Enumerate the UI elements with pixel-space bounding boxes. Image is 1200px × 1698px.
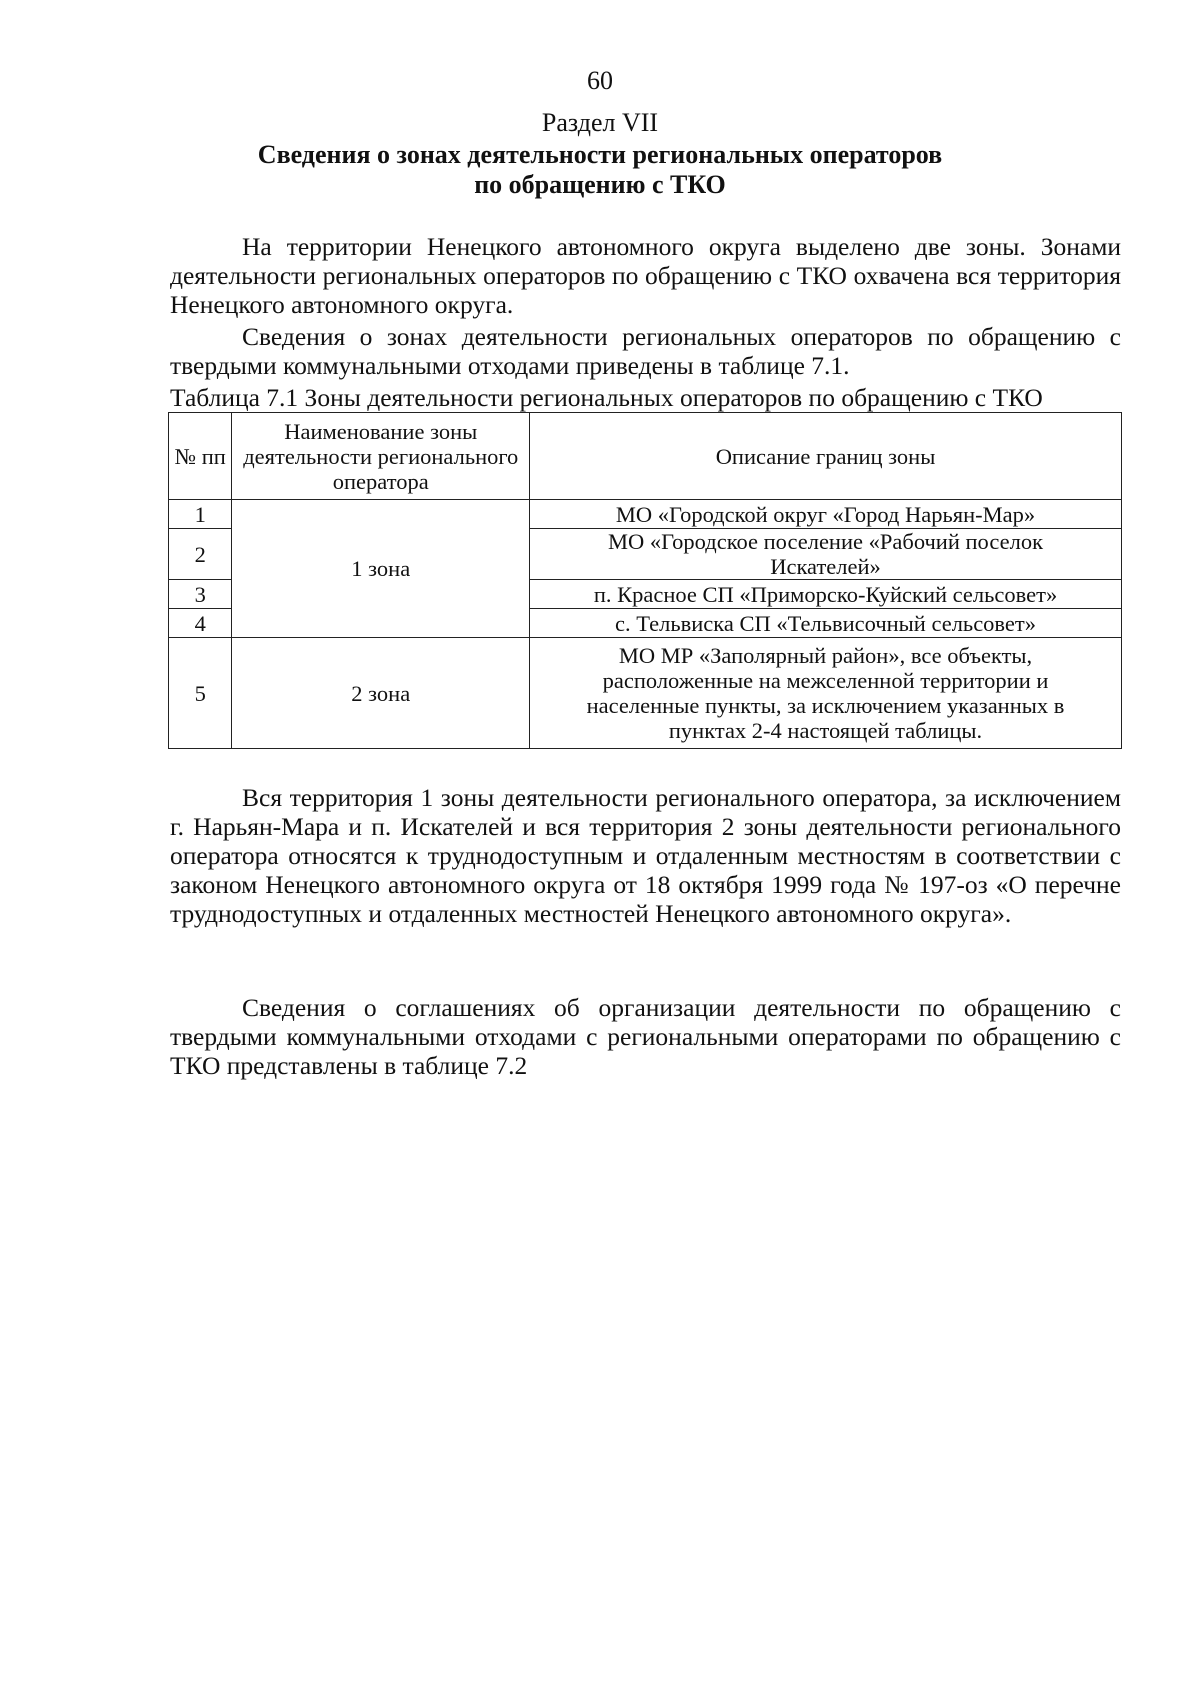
intro-paragraph: На территории Ненецкого автономного округа выделено две зоны. Зонами деятельности региональных операторов по обращению с ТКО охвачена вся территория Ненецкого автономного округа.: [170, 232, 1121, 319]
header-num: № пп: [169, 413, 232, 500]
row-num: 3: [169, 580, 232, 609]
zone-border-description: п. Красное СП «Приморско-Куйский сельсовет»: [530, 580, 1122, 609]
zone-name-cell: 1 зона: [232, 500, 530, 638]
zone-name-cell: 2 зона: [232, 638, 530, 749]
table-row: [169, 500, 1122, 529]
section-title-line: Сведения о зонах деятельности региональных операторов: [257, 140, 943, 169]
row-num: 4: [169, 609, 232, 638]
row-num: 5: [169, 638, 232, 749]
table-reference-paragraph: Сведения о зонах деятельности региональных операторов по обращению с твердыми коммунальными отходами приведены в таблице 7.1.: [170, 322, 1121, 380]
row-num: 2: [169, 529, 232, 580]
table-header-row: [169, 413, 1122, 500]
zone-border-description: МО «Городской округ «Город Нарьян-Мар»: [530, 500, 1122, 529]
header-borders: Описание границ зоны: [530, 413, 1122, 500]
zone-border-description: МО «Городское поселение «Рабочий поселок Искателей»: [530, 529, 1122, 580]
header-zone-name: Наименование зоны деятельности регионального оператора: [232, 413, 530, 500]
zone-border-description: с. Тельвиска СП «Тельвисочный сельсовет»: [530, 609, 1122, 638]
table-caption: Таблица 7.1 Зоны деятельности региональных операторов по обращению с ТКО: [170, 383, 1043, 412]
section-title: [0, 140, 1200, 200]
hard-to-reach-paragraph: Вся территория 1 зоны деятельности регионального оператора, за исключением г. Нарьян-Мара и п. Искателей и вся территория 2 зоны деятельности регионального оператора относятся к труднодоступным и отдаленным местностям в соответствии с законом Ненецкого автономного округа от 18 октября 1999 года № 197-оз «О перечне труднодоступных и отдаленных местностей Ненецкого автономного округа».: [170, 783, 1121, 928]
page-number: 60: [587, 66, 613, 95]
section-label: Раздел VII: [541, 108, 659, 137]
table-row: [169, 638, 1122, 749]
agreements-paragraph: Сведения о соглашениях об организации деятельности по обращению с твердыми коммунальными отходами с региональными операторами по обращению с ТКО представлены в таблице 7.2: [170, 993, 1121, 1080]
zones-table: [168, 412, 1122, 749]
section-title-line: по обращению с ТКО: [474, 170, 726, 199]
row-num: 1: [169, 500, 232, 529]
zone-border-description: МО МР «Заполярный район», все объекты, расположенные на межселенной территории и населенные пункты, за исключением указанных в пунктах 2-4 настоящей таблицы.: [530, 638, 1122, 749]
